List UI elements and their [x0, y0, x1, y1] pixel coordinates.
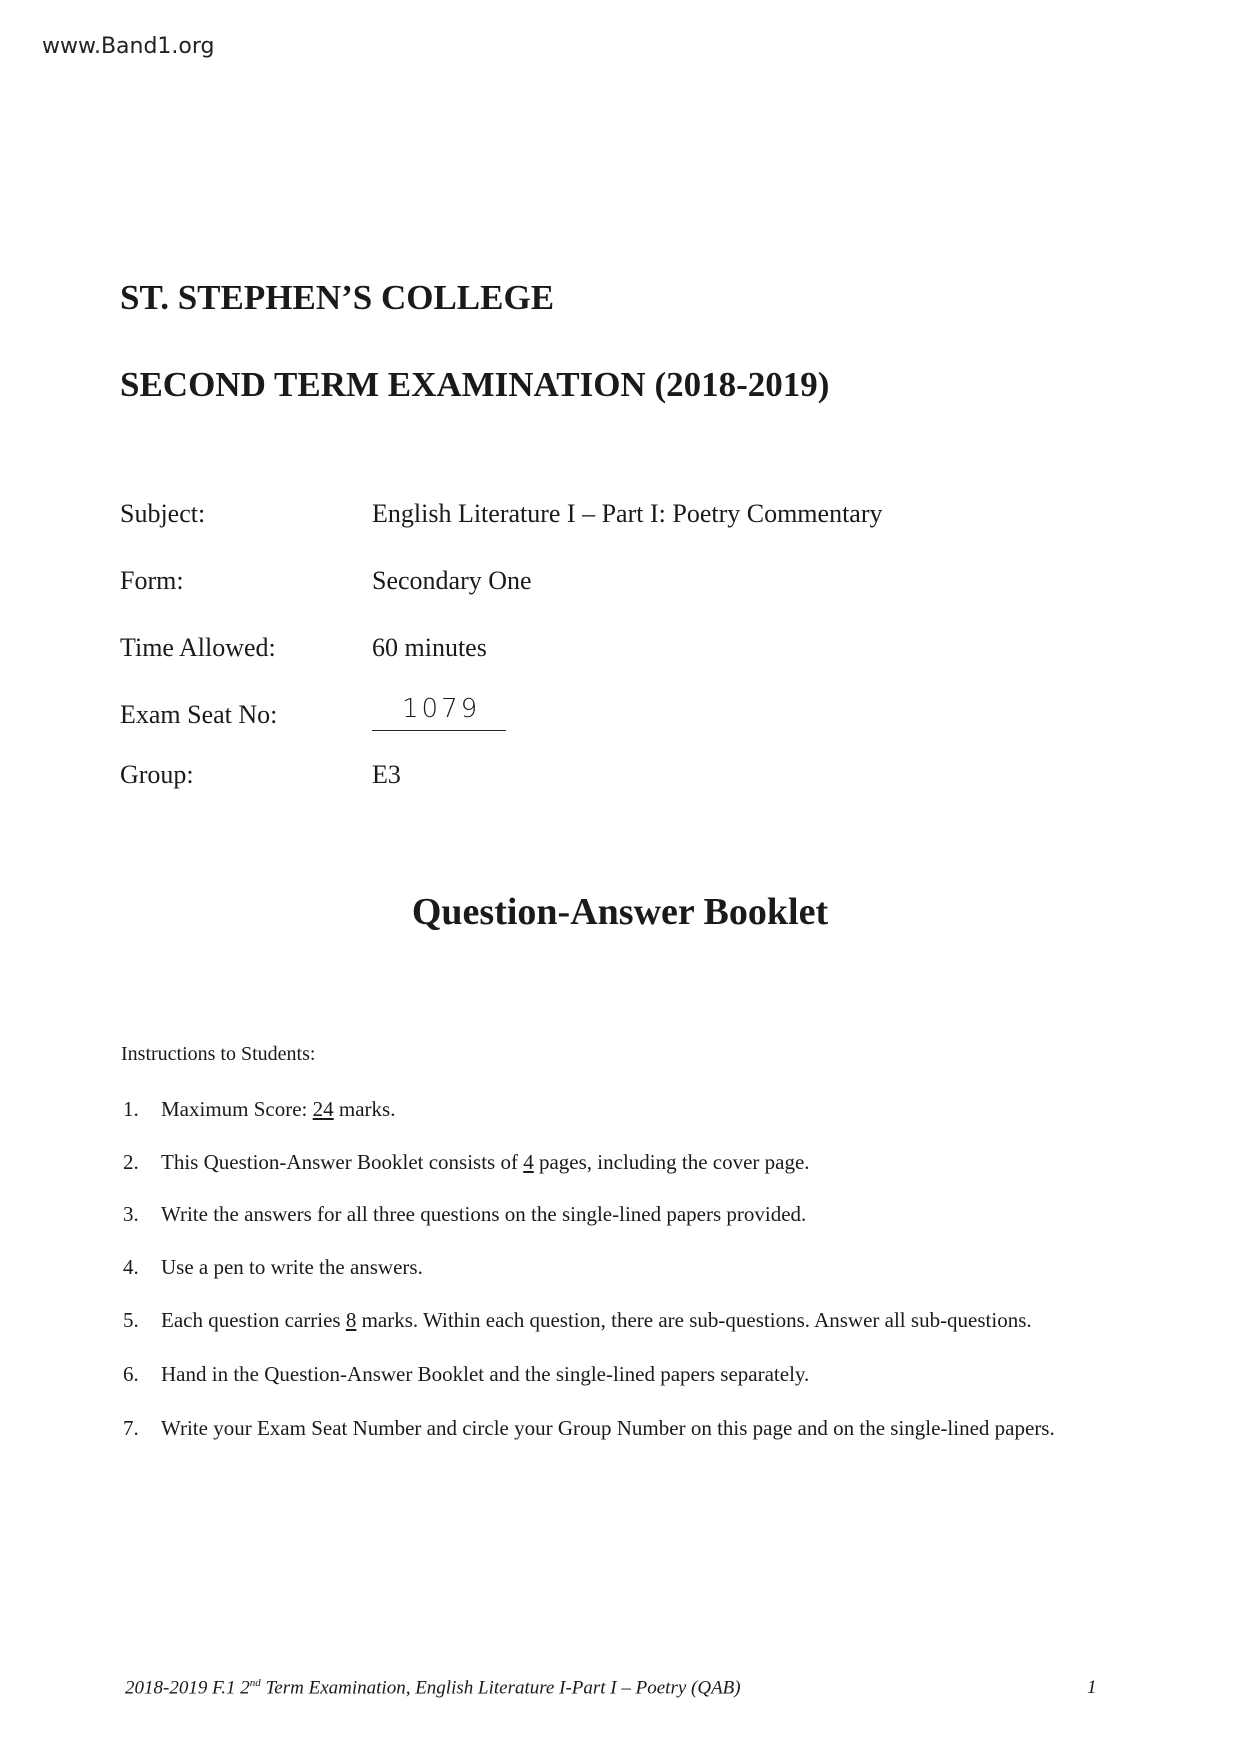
instruction-item [161, 1097, 395, 1122]
instruction-text-post: pages, including the cover page. [533, 1150, 810, 1174]
subject-label: Subject: [120, 499, 206, 528]
instruction-number: 2. [123, 1150, 139, 1174]
subject-value: English Literature I – Part I: Poetry Commentary [372, 499, 883, 528]
instruction-text-pre: Hand in the Question-Answer Booklet and the single-lined papers separately. [161, 1362, 810, 1386]
instructions-heading: Instructions to Students: [121, 1043, 316, 1065]
instruction-text-pre: Write your Exam Seat Number and circle your Group Number on this page and on the single-lined papers. [161, 1416, 1055, 1440]
instruction-number: 4. [123, 1255, 139, 1279]
exam-title: SECOND TERM EXAMINATION (2018-2019) [120, 365, 830, 404]
page-number: 1 [1087, 1677, 1097, 1698]
instruction-text-u: 24 [312, 1097, 334, 1121]
instruction-item [161, 1255, 423, 1280]
instruction-number: 5. [123, 1308, 139, 1332]
instruction-item [161, 1308, 1032, 1333]
instruction-text-post: marks. Within each question, there are sub-questions. Answer all sub-questions. [356, 1308, 1032, 1332]
school-name: ST. STEPHEN’S COLLEGE [120, 278, 555, 317]
time-label: Time Allowed: [120, 633, 276, 662]
instruction-item [161, 1150, 810, 1175]
instruction-text-pre: Each question carries [161, 1308, 346, 1332]
instruction-item [161, 1416, 1055, 1441]
instruction-number: 6. [123, 1362, 139, 1386]
instruction-text-u: 8 [345, 1308, 357, 1332]
instruction-number: 1. [123, 1097, 139, 1121]
form-label: Form: [120, 566, 184, 595]
group-label: Group: [120, 760, 194, 789]
time-value: 60 minutes [372, 633, 487, 662]
instruction-text-pre: Maximum Score: [161, 1097, 313, 1121]
booklet-title: Question-Answer Booklet [411, 891, 829, 933]
footer-text: 2018-2019 F.1 2nd Term Examination, English Literature I-Part I – Poetry (QAB) [125, 1677, 741, 1699]
instruction-item [161, 1202, 806, 1227]
instruction-text-post: marks. [333, 1097, 396, 1121]
instruction-text-pre: Write the answers for all three questions on the single-lined papers provided. [161, 1202, 807, 1226]
instruction-text-pre: Use a pen to write the answers. [161, 1255, 423, 1279]
instruction-text-pre: This Question-Answer Booklet consists of [161, 1150, 524, 1174]
form-value: Secondary One [372, 566, 532, 595]
seat-number-handwritten: 1079 [402, 694, 481, 724]
instruction-text-u: 4 [523, 1150, 534, 1174]
instruction-number: 7. [123, 1416, 139, 1440]
watermark: www.Band1.org [42, 34, 215, 59]
instruction-item [161, 1362, 809, 1387]
group-value: E3 [372, 760, 401, 789]
seat-label: Exam Seat No: [120, 700, 278, 729]
instruction-number: 3. [123, 1202, 139, 1226]
seat-number-line [372, 730, 506, 731]
